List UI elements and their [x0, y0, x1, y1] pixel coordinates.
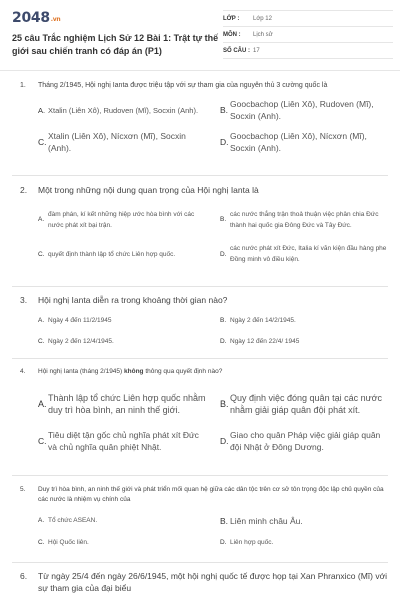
question-number: 1. — [20, 82, 26, 89]
option-a[interactable] — [38, 99, 208, 121]
option-d[interactable] — [220, 129, 390, 155]
option-text: Xtalin (Liên Xô), Rudoven (Mĩ), Socxin (Anh). — [48, 105, 199, 115]
stem-part: thông qua quyết định nào? — [143, 368, 223, 375]
option-letter: A. — [38, 317, 45, 324]
option-text: Ngày 2 đến 14/2/1945. — [230, 317, 296, 324]
option-d[interactable] — [220, 337, 390, 347]
option-c[interactable] — [38, 129, 208, 155]
option-c[interactable] — [38, 242, 208, 266]
option-text: Tổ chức ASEAN. — [48, 517, 98, 524]
option-a[interactable] — [38, 203, 208, 236]
question-stem — [20, 367, 390, 377]
meta-key: MÔN : — [223, 31, 241, 38]
option-letter: B. — [220, 105, 229, 115]
option-text: Giao cho quân Pháp việc giải giáp quân đội Nhật ở Đông Dương. — [230, 430, 381, 452]
option-letter: D. — [220, 539, 227, 546]
option-text: các nước phát xít Đức, Italia kí văn kiện đầu hàng phe Đồng minh vô điều kiện. — [230, 245, 387, 263]
option-letter: A. — [38, 216, 45, 223]
meta-value: 17 — [253, 47, 260, 54]
option-text: Goocbachop (Liên Xô), Nícxơn (Mĩ), Socxin (Anh). — [230, 131, 367, 153]
question-number: 3. — [20, 295, 28, 305]
question-text: Một trong những nội dung quan trọng của Hội nghị Ianta là — [38, 185, 259, 195]
option-letter: D. — [220, 338, 227, 345]
option-letter: D. — [220, 250, 227, 258]
options-grid — [38, 385, 390, 454]
meta-row-class — [223, 11, 393, 27]
meta-key: LỚP : — [223, 15, 240, 22]
option-b[interactable] — [220, 515, 390, 527]
meta-value: Lịch sử — [253, 31, 273, 38]
option-letter: C. — [38, 436, 47, 446]
option-text: Xtalin (Liên Xô), Nícxơn (Mĩ), Socxin (Anh). — [48, 131, 186, 153]
option-letter: A. — [38, 398, 47, 409]
meta-row-count — [223, 43, 393, 59]
options-grid — [38, 99, 390, 155]
option-d[interactable] — [220, 242, 390, 266]
option-text: Ngày 4 đến 11/2/1945 — [48, 317, 112, 324]
question-4 — [20, 367, 390, 454]
option-d[interactable] — [220, 537, 390, 549]
option-a[interactable] — [38, 515, 208, 527]
question-number: 5. — [20, 486, 26, 493]
question-number: 2. — [20, 185, 28, 195]
meta-row-subject — [223, 27, 393, 43]
question-2 — [20, 184, 390, 266]
header-divider — [0, 70, 400, 71]
option-text: quyết định thành lập tổ chức Liên hợp quốc. — [48, 250, 176, 258]
question-text: Duy trì hòa bình, an ninh thế giới và phát triển mối quan hệ giữa các dân tộc trên cơ sở tôn trọng độc lập chủ quyền của các nước là nhiệm vụ chính của — [38, 486, 384, 503]
option-d[interactable] — [220, 428, 390, 454]
question-stem — [20, 485, 390, 505]
quiz-meta-table — [223, 10, 393, 59]
stem-emphasis: không — [124, 368, 144, 375]
question-divider — [12, 358, 388, 359]
option-c[interactable] — [38, 537, 208, 549]
question-text: Tháng 2/1945, Hội nghị Ianta được triệu tập với sự tham gia của nguyên thủ 3 cường quốc là — [38, 82, 328, 89]
options-grid — [38, 316, 390, 347]
option-c[interactable] — [38, 428, 208, 454]
option-b[interactable] — [220, 99, 390, 121]
question-text: Hội nghị Ianta diễn ra trong khoảng thời gian nào? — [38, 295, 228, 305]
question-6 — [20, 570, 390, 594]
question-text — [38, 367, 222, 377]
option-text: Hội Quốc liên. — [48, 539, 89, 546]
option-text: Thành lập tổ chức Liên hợp quốc nhằm duy trì hòa bình, an ninh thế giới. — [48, 392, 206, 415]
option-text: Tiêu diệt tận gốc chủ nghĩa phát xít Đức và chủ nghĩa quân phiệt Nhật. — [48, 430, 199, 452]
option-letter: B. — [220, 317, 227, 324]
option-a[interactable] — [38, 385, 208, 422]
question-divider — [12, 286, 388, 287]
option-letter: D. — [220, 436, 229, 446]
options-grid — [38, 203, 390, 266]
option-letter: B. — [220, 216, 227, 223]
option-text: Ngày 2 đến 12/4/1945. — [48, 338, 114, 345]
option-text: đàm phán, kí kết những hiệp ước hòa bình với các nước phát xít bại trận. — [48, 210, 195, 229]
option-letter: C. — [38, 539, 45, 546]
question-3 — [20, 294, 390, 347]
question-divider — [12, 475, 388, 476]
option-b[interactable] — [220, 203, 390, 236]
option-text: các nước thắng trận thoả thuận việc phân chia Đức thành hai quốc gia Đông Đức và Tây Đức. — [230, 210, 379, 229]
question-stem — [20, 184, 390, 196]
options-grid — [38, 515, 390, 549]
option-b[interactable] — [220, 316, 390, 326]
option-letter: B. — [220, 516, 229, 526]
meta-value: Lớp 12 — [253, 15, 272, 22]
option-letter: A. — [38, 105, 46, 115]
option-text: Goocbachop (Liên Xô), Rudoven (Mĩ), Socxin (Anh). — [230, 99, 374, 121]
question-text: Từ ngày 25/4 đến ngày 26/6/1945, một hội nghị quốc tế được họp tại Xan Phranxico (Mĩ) với sự tham gia của đại biểu — [38, 571, 388, 593]
question-divider — [12, 562, 388, 563]
question-stem — [20, 570, 390, 594]
option-letter: D. — [220, 137, 229, 147]
quiz-title: 25 câu Trắc nghiệm Lịch Sử 12 Bài 1: Trật tự thế giới sau chiến tranh có đáp án (P1) — [12, 33, 219, 56]
option-text: Ngày 12 đến 22/4/ 1945 — [230, 338, 300, 345]
option-letter: C. — [38, 250, 45, 258]
logo-suffix: .vn — [50, 16, 61, 23]
option-letter: C. — [38, 137, 47, 147]
question-stem — [20, 81, 390, 91]
option-letter: B. — [220, 398, 229, 409]
question-number: 4. — [20, 368, 26, 375]
logo-text: 2048 — [12, 10, 50, 26]
option-a[interactable] — [38, 316, 208, 326]
question-5 — [20, 485, 390, 549]
option-letter: A. — [38, 517, 45, 524]
stem-part: Hội nghị Ianta (tháng 2/1945) — [38, 368, 125, 375]
question-stem — [20, 294, 390, 306]
question-divider — [12, 175, 388, 176]
option-b[interactable] — [220, 385, 390, 422]
question-1 — [20, 81, 390, 155]
option-letter: C. — [38, 338, 45, 345]
option-text: Quy định việc đóng quân tại các nước nhằm giải giáp quân đội phát xít. — [230, 392, 383, 415]
meta-key: SỐ CÂU : — [223, 47, 250, 54]
option-text: Liên minh châu Âu. — [230, 516, 303, 526]
question-number: 6. — [20, 571, 28, 581]
option-text: Liên hợp quốc. — [230, 539, 274, 546]
option-c[interactable] — [38, 337, 208, 347]
